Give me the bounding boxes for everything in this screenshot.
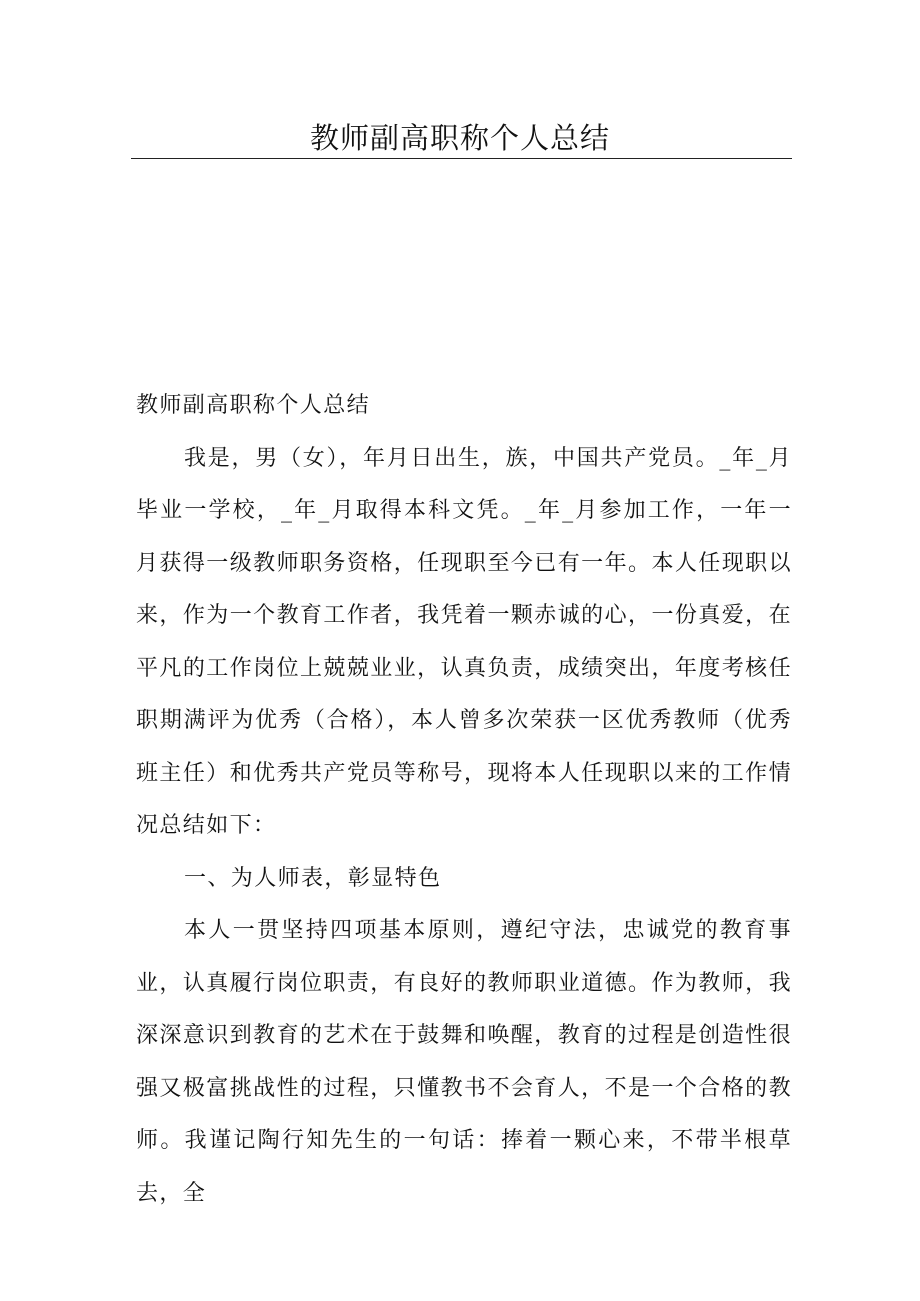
document-body [136,380,792,1220]
document-subtitle: 教师副高职称个人总结 [136,393,371,418]
section-heading-1: 一、为人师表，彰显特色 [184,865,442,891]
paragraph-intro: 我是，男（女），年月日出生，族，中国共产党员。_年_月毕业一学校，_年_月取得本科文凭。_年_月参加工作，一年一月获得一级教师职务资格，任现职至今已有一年。本人任现职以来，作为一个教育工作者，我凭着一颗赤诚的心，一份真爱，在平凡的工作岗位上兢兢业业，认真负责，成绩突出，年度考核任职期满评为优秀（合格），本人曾多次荣获一区优秀教师（优秀班主任）和优秀共产党员等称号，现将本人任现职以来的工作情况总结如下： [136,445,792,838]
paragraph-section-1: 本人一贯坚持四项基本原则，遵纪守法，忠诚党的教育事业，认真履行岗位职责，有良好的教师职业道德。作为教师，我深深意识到教育的艺术在于鼓舞和唤醒，教育的过程是创造性很强又极富挑战性的过程，只懂教书不会育人，不是一个合格的教师。我谨记陶行知先生的一句话：捧着一颗心来，不带半根草去，全 [136,918,792,1206]
title-underline [131,158,792,159]
page-title: 教师副高职称个人总结 [309,121,610,155]
